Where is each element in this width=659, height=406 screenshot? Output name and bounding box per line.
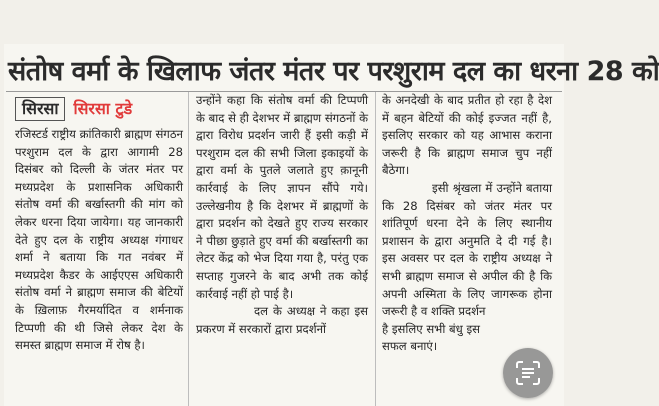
- dateline-city: सिरसा: [15, 97, 65, 121]
- column-3-paragraph-2: इसी श्रृंखला में उन्होंने बताया कि 28 दिसंबर को जंतर मंतर पर शांतिपूर्ण धरना देने के लिए स्थानीय प्रशासन के द्वारा अनुमति दे दी गई है। इस अवसर पर दल के राष्ट्रीय अध्यक्ष ने सभी ब्राह्मण समाज से अपील की है कि अपनी अस्मिता के लिए जागरूक होना जरूरी है व शक्ति प्रदर्शन: [382, 180, 552, 319]
- column-2-paragraph-1: उन्होंने कहा कि संतोष वर्मा की टिप्पणी के बाद से ही देशभर में ब्राह्मण संगठनों के द्वारा विरोध प्रदर्शन जारी हैं इसी कड़ी में परशुराम दल की सभी जिला इकाइयों के द्वारा वर्मा के पुतले जलाते हुए क़ानूनी कार्रवाई के लिए ज्ञापन सौंपे गये। उल्लेखनीय है कि देशभर में ब्राह्मणों के द्वारा प्रदर्शन को देखते हुए राज्य सरकार ने पीछा छुड़ाते हुए वर्मा की बर्खास्तगी का लेटर केंद्र को भेज दिया गया है, परंतु एक सप्ताह गुजरने के बाद अभी तक कोई कार्रवाई नहीं हो पाई है।: [196, 93, 368, 301]
- column-1: [15, 92, 183, 406]
- column-1-text: रजिस्टर्ड राष्ट्रीय क्रांतिकारी ब्राह्मण संगठन परशुराम दल के द्वारा आगामी 28 दिसंबर को दिल्ली के जंतर मंतर पर मध्यप्रदेश के प्रशासनिक अधिकारी संतोष वर्मा की बर्खास्तगी की मांग को लेकर धरना दिया जायेगा। यह जानकारी देते हुए दल के राष्ट्रीय अध्यक्ष गंगाधर शर्मा ने बताया कि गत नवंबर में मध्यप्रदेश कैडर के आईएएस अधिकारी संतोष वर्मा ने ब्राह्मण समाज की बेटियों के ख़िलाफ़ गैरमर्यादित व शर्मनाक टिप्पणी की थी जिसे लेकर देश के समस्त ब्राह्मण समाज में रोष है।: [15, 127, 183, 353]
- column-2: [196, 92, 368, 406]
- column-3-paragraph-1: के अनदेखी के बाद प्रतीत हो रहा है देश में बहन बेटियों की कोई इज्जत नहीं है, इसलिए सरकार को यह आभास कराना जरूरी है कि ब्राह्मण समाज चुप नहीं बैठेगा।: [382, 93, 552, 178]
- column-3-paragraph-4: सफल बनाएं।: [382, 339, 438, 354]
- column-divider: [375, 92, 376, 406]
- text-scan-button[interactable]: [503, 348, 553, 398]
- column-divider: [188, 92, 189, 406]
- text-scan-icon: [515, 360, 541, 386]
- article-headline: संतोष वर्मा के खिलाफ जंतर मंतर पर परशुराम दल का धरना 28 को: [8, 56, 659, 87]
- brand-name: सिरसा टुडे: [73, 99, 133, 118]
- dateline: [15, 94, 183, 124]
- column-2-paragraph-2: दल के अध्यक्ष ने कहा इस प्रकरण में सरकारों द्वारा प्रदर्शनों: [196, 304, 368, 336]
- column-3-paragraph-3: है इसलिए सभी बंधु इस: [382, 321, 480, 336]
